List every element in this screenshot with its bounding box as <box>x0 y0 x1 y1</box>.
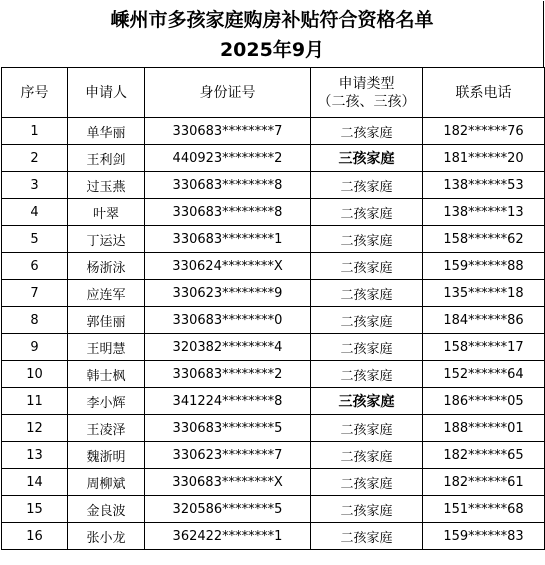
cell-phone: 188******01 <box>423 415 545 442</box>
cell-index: 4 <box>2 199 68 226</box>
cell-phone: 159******83 <box>423 523 545 550</box>
cell-id-number: 330624********X <box>145 253 311 280</box>
table-row <box>2 415 545 442</box>
cell-index: 15 <box>2 496 68 523</box>
cell-index: 13 <box>2 442 68 469</box>
cell-id-number: 440923********2 <box>145 145 311 172</box>
cell-id-number: 362422********1 <box>145 523 311 550</box>
cell-applicant: 王凌泽 <box>68 415 145 442</box>
cell-index: 2 <box>2 145 68 172</box>
cell-applicant: 丁运达 <box>68 226 145 253</box>
cell-id-number: 330683********1 <box>145 226 311 253</box>
cell-phone: 135******18 <box>423 280 545 307</box>
table-row <box>2 388 545 415</box>
cell-index: 5 <box>2 226 68 253</box>
cell-index: 14 <box>2 469 68 496</box>
table-row <box>2 172 545 199</box>
cell-index: 11 <box>2 388 68 415</box>
cell-application-type: 二孩家庭 <box>311 496 423 523</box>
table-row <box>2 253 545 280</box>
cell-applicant: 王利剑 <box>68 145 145 172</box>
cell-applicant: 魏浙明 <box>68 442 145 469</box>
cell-applicant: 单华丽 <box>68 118 145 145</box>
cell-applicant: 杨浙泳 <box>68 253 145 280</box>
cell-applicant: 张小龙 <box>68 523 145 550</box>
cell-index: 9 <box>2 334 68 361</box>
cell-phone: 181******20 <box>423 145 545 172</box>
cell-id-number: 341224********8 <box>145 388 311 415</box>
table-row <box>2 226 545 253</box>
title-block <box>1 1 544 67</box>
cell-phone: 159******88 <box>423 253 545 280</box>
cell-id-number: 330683********5 <box>145 415 311 442</box>
cell-id-number: 330683********7 <box>145 118 311 145</box>
cell-id-number: 330683********8 <box>145 199 311 226</box>
table-row <box>2 496 545 523</box>
cell-index: 16 <box>2 523 68 550</box>
cell-applicant: 叶翠 <box>68 199 145 226</box>
cell-index: 3 <box>2 172 68 199</box>
cell-phone: 182******65 <box>423 442 545 469</box>
cell-applicant: 周柳斌 <box>68 469 145 496</box>
cell-index: 10 <box>2 361 68 388</box>
table-row <box>2 118 545 145</box>
header-phone: 联系电话 <box>423 68 545 118</box>
cell-id-number: 330683********X <box>145 469 311 496</box>
cell-application-type: 二孩家庭 <box>311 307 423 334</box>
cell-index: 6 <box>2 253 68 280</box>
cell-application-type: 二孩家庭 <box>311 253 423 280</box>
table-row <box>2 280 545 307</box>
cell-application-type: 二孩家庭 <box>311 415 423 442</box>
document-title: 嵊州市多孩家庭购房补贴符合资格名单 <box>110 9 434 31</box>
table-row <box>2 307 545 334</box>
cell-application-type: 二孩家庭 <box>311 361 423 388</box>
table-row <box>2 523 545 550</box>
cell-application-type: 三孩家庭 <box>311 145 423 172</box>
cell-id-number: 330623********7 <box>145 442 311 469</box>
cell-id-number: 320586********5 <box>145 496 311 523</box>
document-date: 2025年9月 <box>219 39 325 61</box>
cell-application-type: 二孩家庭 <box>311 280 423 307</box>
cell-application-type: 二孩家庭 <box>311 523 423 550</box>
cell-phone: 151******68 <box>423 496 545 523</box>
table-row <box>2 334 545 361</box>
cell-phone: 182******61 <box>423 469 545 496</box>
cell-phone: 184******86 <box>423 307 545 334</box>
cell-application-type: 三孩家庭 <box>311 388 423 415</box>
cell-phone: 138******13 <box>423 199 545 226</box>
cell-applicant: 过玉燕 <box>68 172 145 199</box>
cell-index: 12 <box>2 415 68 442</box>
cell-applicant: 郭佳丽 <box>68 307 145 334</box>
table-row <box>2 469 545 496</box>
cell-index: 7 <box>2 280 68 307</box>
cell-application-type: 二孩家庭 <box>311 442 423 469</box>
cell-phone: 158******62 <box>423 226 545 253</box>
cell-id-number: 330683********2 <box>145 361 311 388</box>
header-id-number: 身份证号 <box>145 68 311 118</box>
cell-index: 8 <box>2 307 68 334</box>
table-row <box>2 199 545 226</box>
cell-application-type: 二孩家庭 <box>311 469 423 496</box>
cell-application-type: 二孩家庭 <box>311 226 423 253</box>
cell-phone: 182******76 <box>423 118 545 145</box>
cell-id-number: 330683********8 <box>145 172 311 199</box>
eligibility-table <box>1 67 545 550</box>
cell-id-number: 330683********0 <box>145 307 311 334</box>
cell-applicant: 韩士枫 <box>68 361 145 388</box>
cell-applicant: 金良波 <box>68 496 145 523</box>
cell-phone: 138******53 <box>423 172 545 199</box>
header-type-label: 申请类型 <box>338 75 395 92</box>
header-type-note: （二孩、三孩） <box>317 93 416 110</box>
cell-application-type: 二孩家庭 <box>311 172 423 199</box>
table-row <box>2 145 545 172</box>
cell-phone: 158******17 <box>423 334 545 361</box>
cell-phone: 186******05 <box>423 388 545 415</box>
cell-phone: 152******64 <box>423 361 545 388</box>
header-applicant: 申请人 <box>68 68 145 118</box>
table-body <box>2 118 545 550</box>
cell-id-number: 320382********4 <box>145 334 311 361</box>
header-application-type <box>311 68 423 118</box>
cell-application-type: 二孩家庭 <box>311 334 423 361</box>
cell-application-type: 二孩家庭 <box>311 199 423 226</box>
table-row <box>2 361 545 388</box>
header-index: 序号 <box>2 68 68 118</box>
cell-applicant: 王明慧 <box>68 334 145 361</box>
cell-applicant: 应连军 <box>68 280 145 307</box>
cell-application-type: 二孩家庭 <box>311 118 423 145</box>
cell-id-number: 330623********9 <box>145 280 311 307</box>
cell-applicant: 李小辉 <box>68 388 145 415</box>
cell-index: 1 <box>2 118 68 145</box>
table-row <box>2 442 545 469</box>
table-header-row <box>2 68 545 118</box>
